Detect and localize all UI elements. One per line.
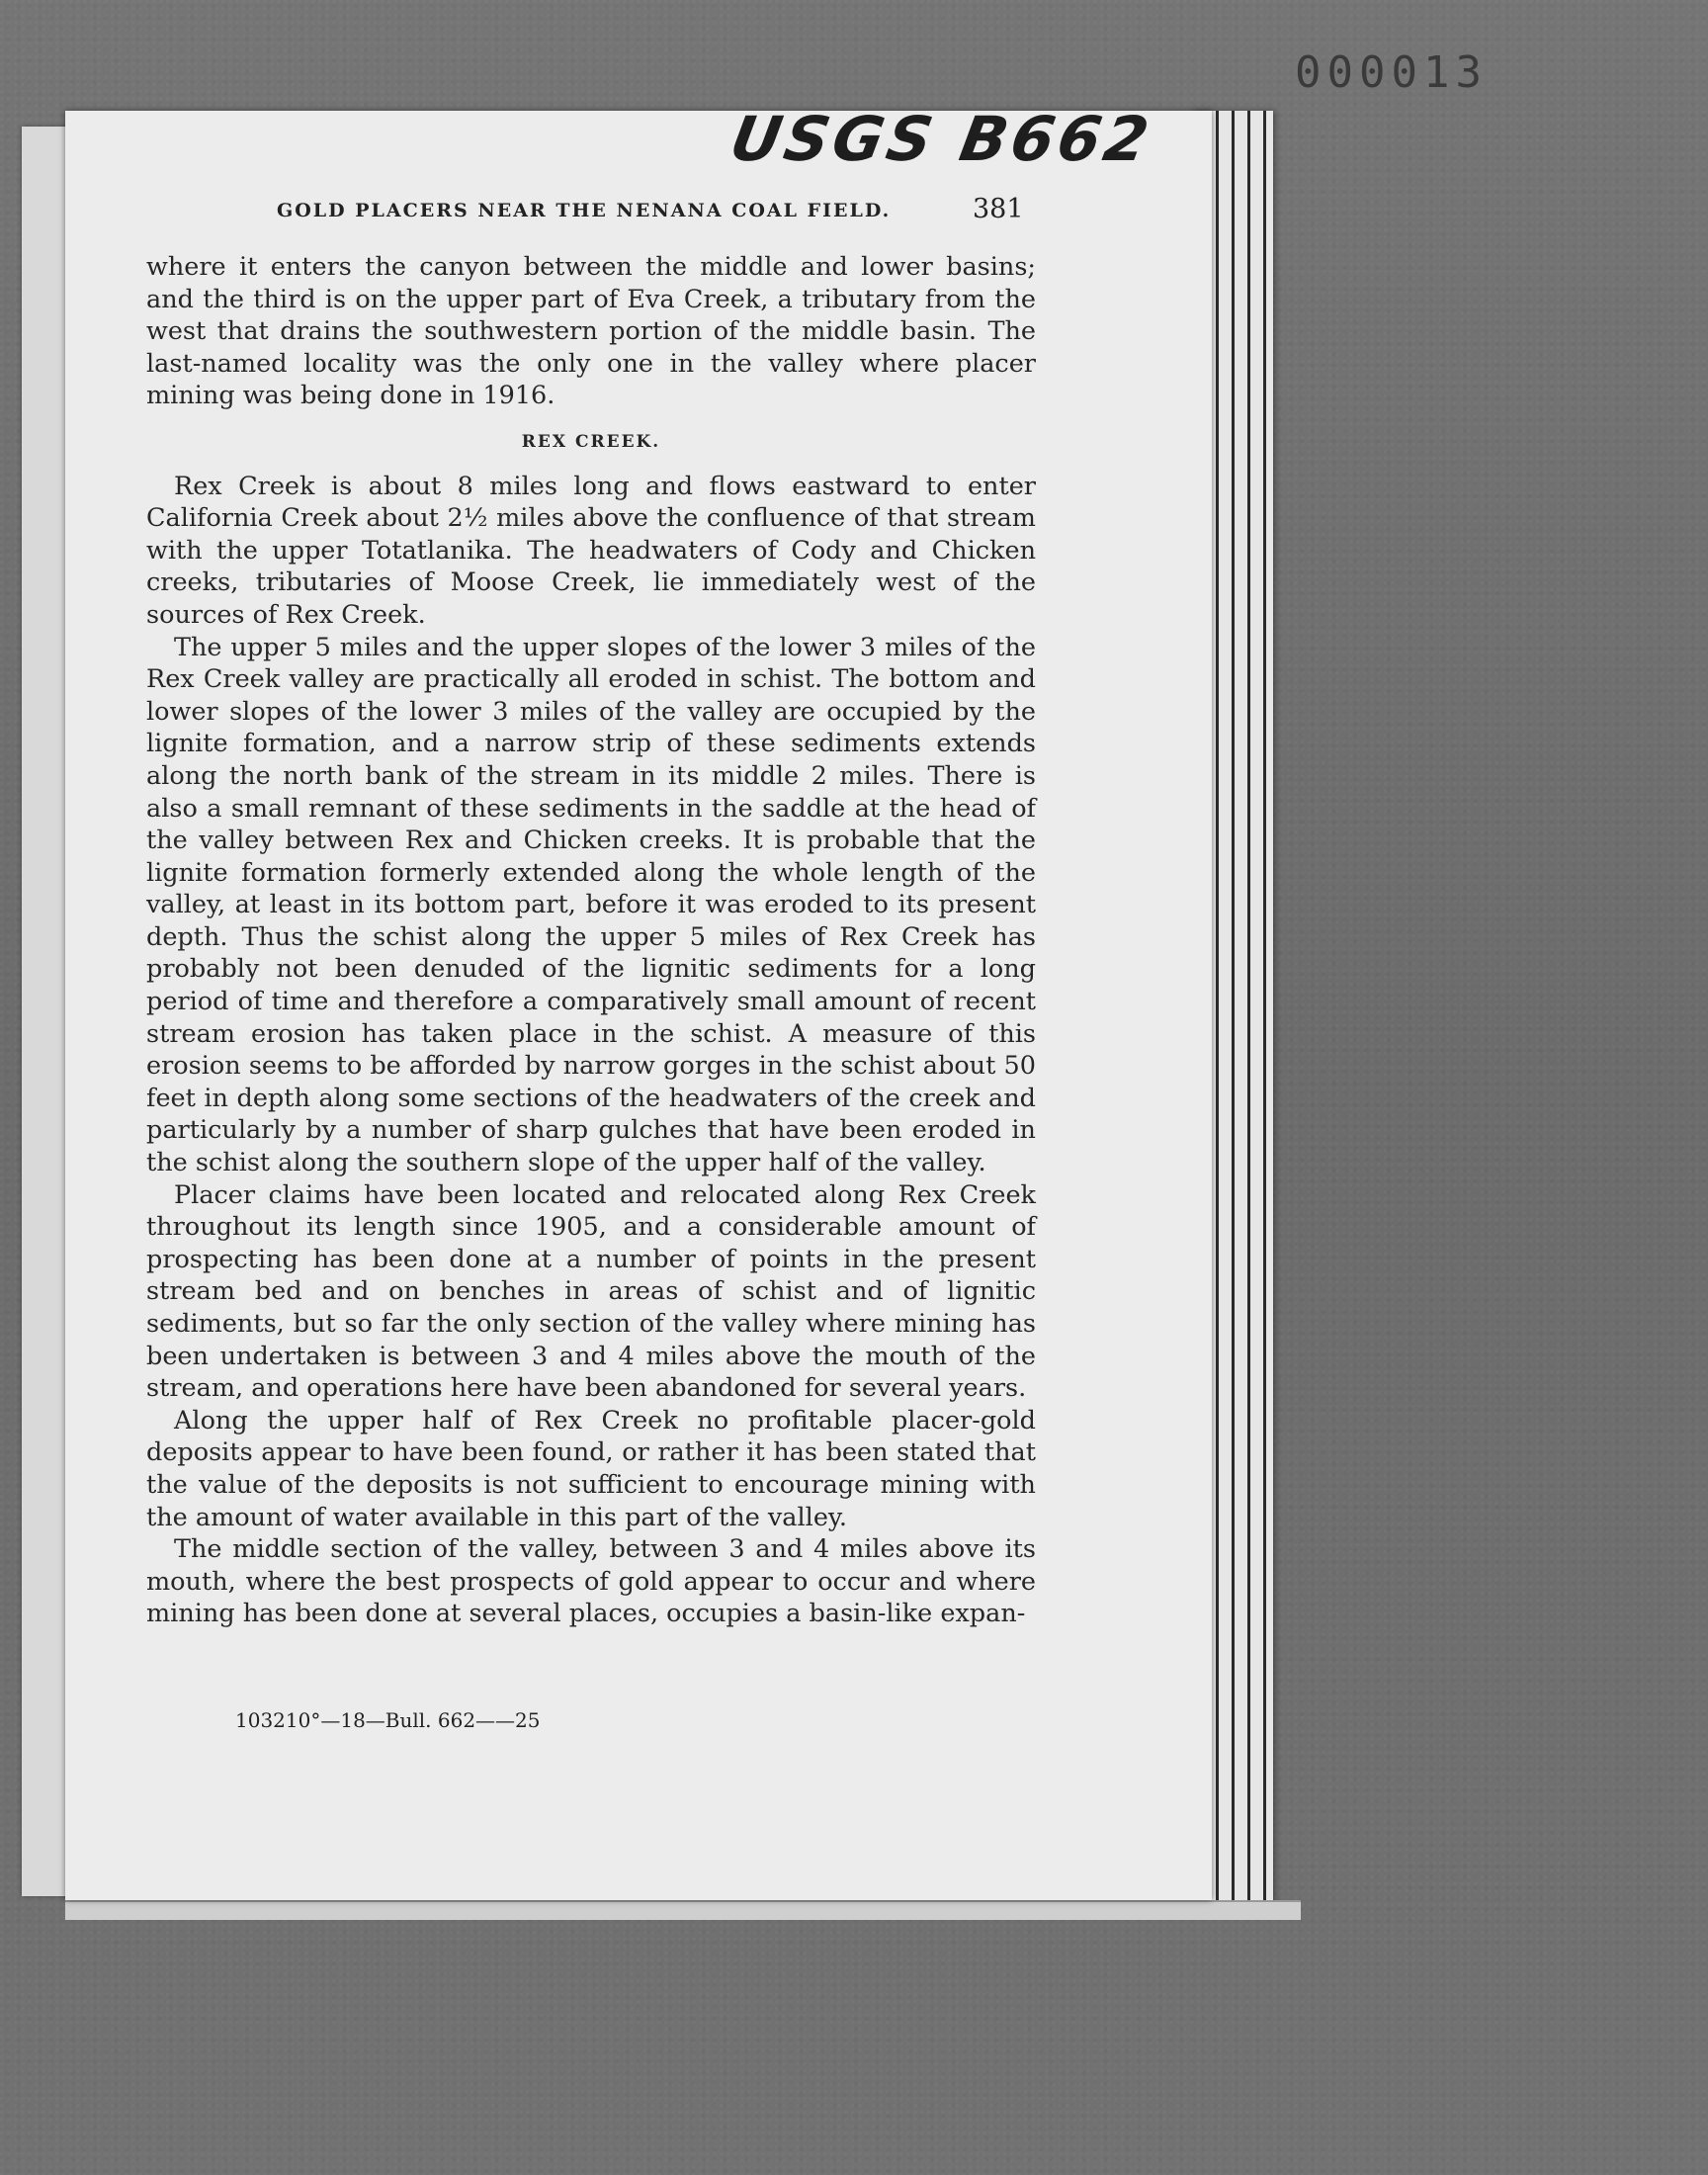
paragraph: The upper 5 miles and the upper slopes of the lower 3 miles of the Rex Creek valley are practically all eroded in schist. The bottom and lower slopes of the lower 3 miles of the valley are occupied by the lignite formation, and a narrow strip of these sediments extends along the north bank of the stream in its middle 2 miles. There is also a small remnant of these sediments in the saddle at the head of the valley between Rex and Chicken creeks. It is probable that the lignite formation formerly extended along the whole length of the valley, at least in its bottom part, before it was eroded to its present depth. Thus the schist along the upper 5 miles of Rex Creek has probably not been denuded of the lignitic sediments for a long period of time and therefore a comparatively small amount of recent stream erosion has taken place in the schist. A measure of this erosion seems to be afforded by narrow gorges in the schist about 50 feet in depth along some sections of the headwaters of the creek and particularly by a number of sharp gulches that have been eroded in the schist along the southern slope of the upper half of the valley. xyxy=(146,632,1036,1178)
page-bottom-edge xyxy=(65,1900,1301,1920)
page-body xyxy=(146,251,1036,1630)
page-number: 381 xyxy=(973,194,1024,224)
paragraph: Along the upper half of Rex Creek no profitable placer-gold deposits appear to have been found, or rather it has been stated that the value of the deposits is not sufficient to encourage mining with the amount of water available in this part of the valley. xyxy=(146,1405,1036,1532)
printer-signature: 103210°—18—Bull. 662——25 xyxy=(235,1708,541,1732)
document-stamp-number: 000013 xyxy=(1295,47,1488,98)
paragraph: where it enters the canyon between the middle and lower basins; and the third is on the upper part of Eva Creek, a tributary from the west that drains the southwestern portion of the middle basin. The last-named locality was the only one in the valley where placer mining was being done in 1916. xyxy=(146,252,1036,411)
paragraph: Rex Creek is about 8 miles long and flows eastward to enter California Creek about 2½ miles above the confluence of that stream with the upper Totatlanika. The headwaters of Cody and Chicken creeks, tributaries of Moose Creek, lie immediately west of the sources of Rex Creek. xyxy=(146,471,1036,630)
paragraph: Placer claims have been located and relocated along Rex Creek throughout its length since 1905, and a considerable amount of prospecting has been done at a number of points in the present stream bed and on benches in areas of schist and of lignitic sediments, but so far the only section of the valley where mining has been undertaken is between 3 and 4 miles above the mouth of the stream, and operations here have been abandoned for several years. xyxy=(146,1179,1036,1404)
handwritten-annotation: USGS B662 xyxy=(725,103,1158,175)
section-heading: REX CREEK. xyxy=(521,431,661,452)
paragraph: The middle section of the valley, between 3 and 4 miles above its mouth, where the best prospects of gold appear to occur and where mining has been done at several places, occupies a basin-like expan- xyxy=(146,1534,1036,1629)
running-head: GOLD PLACERS NEAR THE NENANA COAL FIELD. xyxy=(277,200,892,221)
